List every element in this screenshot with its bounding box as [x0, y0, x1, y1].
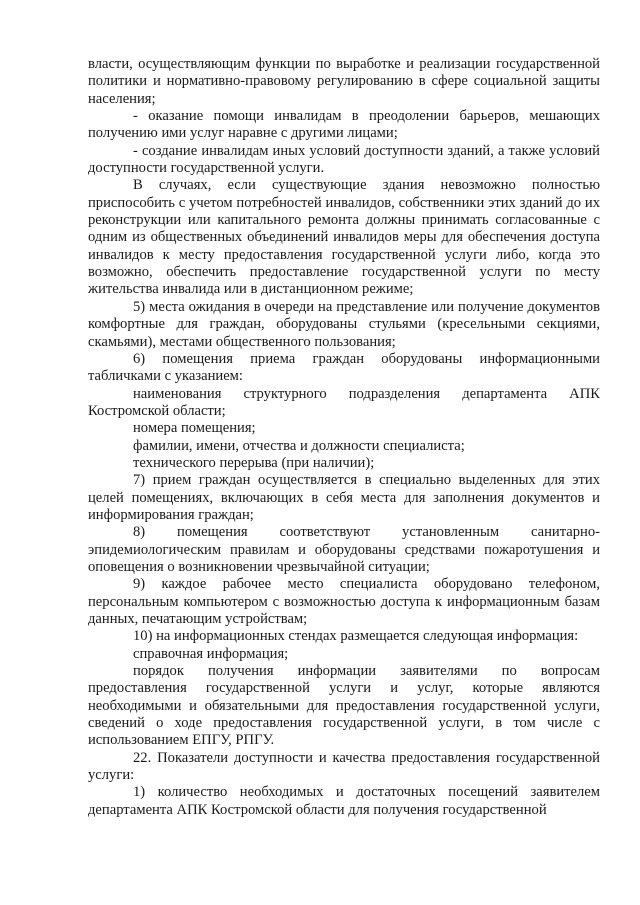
paragraph-technical-break: технического перерыва (при наличии);: [133, 454, 375, 471]
paragraph-assistance-barriers: - оказание помощи инвалидам в преодолении барьеров, мешающих получению ими услуг наравне с другими лицами;: [88, 108, 600, 142]
section-22-heading: 22. Показатели доступности и качества предоставления государственной услуги:: [88, 749, 600, 784]
paragraph-accessibility-conditions: - создание инвалидам иных условий доступности зданий, а также условий доступности государственной услуги.: [88, 142, 600, 177]
paragraph-department-name: наименования структурного подразделения департамента АПК Костромской области;: [88, 385, 600, 419]
paragraph-item-8-sanitary: 8) помещения соответствуют установленным санитарно-эпидемиологическим правилам и оборудованы средствами пожаротушения и оповещения о возникновении чрезвычайной ситуации;: [88, 524, 600, 575]
document-body: [88, 56, 600, 819]
paragraph-visits-count: 1) количество необходимых и достаточных посещений заявителем департамента АПК Костромской области для получения государственной: [88, 784, 600, 818]
paragraph-item-6-reception-rooms: 6) помещения приема граждан оборудованы информационными табличками с указанием:: [88, 350, 600, 385]
paragraph-item-9-workplace: 9) каждое рабочее место специалиста оборудовано телефоном, персональным компьютером с возможностью доступа к информационным базам данных, печатающим устройствам;: [88, 576, 600, 627]
paragraph-room-number: номера помещения;: [133, 420, 256, 437]
paragraph-information-procedure: порядок получения информации заявителями по вопросам предоставления государственной услуги и услуг, которые являются необходимыми и обязательными для предоставления государственной услуги, сведений о ходе предоставления государственной услуги, в том числе с использованием ЕПГУ, РПГУ.: [88, 663, 600, 749]
paragraph-item-10-stands: 10) на информационных стендах размещается следующая информация:: [133, 628, 579, 645]
paragraph-item-7-reception: 7) прием граждан осуществляется в специально выделенных для этих целей помещениях, включающих в себя места для заполнения документов и информирования граждан;: [88, 472, 600, 523]
paragraph-reference-info: справочная информация;: [133, 645, 289, 662]
paragraph-authority-continuation: власти, осуществляющим функции по выработке и реализации государственной политики и нормативно-правовому регулированию в сфере социальной защиты населения;: [88, 56, 600, 107]
paragraph-specialist-name: фамилии, имени, отчества и должности специалиста;: [133, 437, 465, 454]
paragraph-buildings-adaptation: В случаях, если существующие здания невозможно полностью приспособить с учетом потребностей инвалидов, собственники этих зданий до их реконструкции или капитального ремонта должны принимать согласованные с одним из общественных объединений инвалидов меры для обеспечения доступа инвалидов к месту предоставления государственной услуги либо, когда это возможно, обеспечить предоставление государственной услуги по месту жительства инвалида или в дистанционном режиме;: [88, 177, 600, 298]
paragraph-item-5-waiting-areas: 5) места ожидания в очереди на представление или получение документов комфортные для граждан, оборудованы стульями (кресельными секциями, скамьями), местами общественного пользования;: [88, 298, 600, 350]
